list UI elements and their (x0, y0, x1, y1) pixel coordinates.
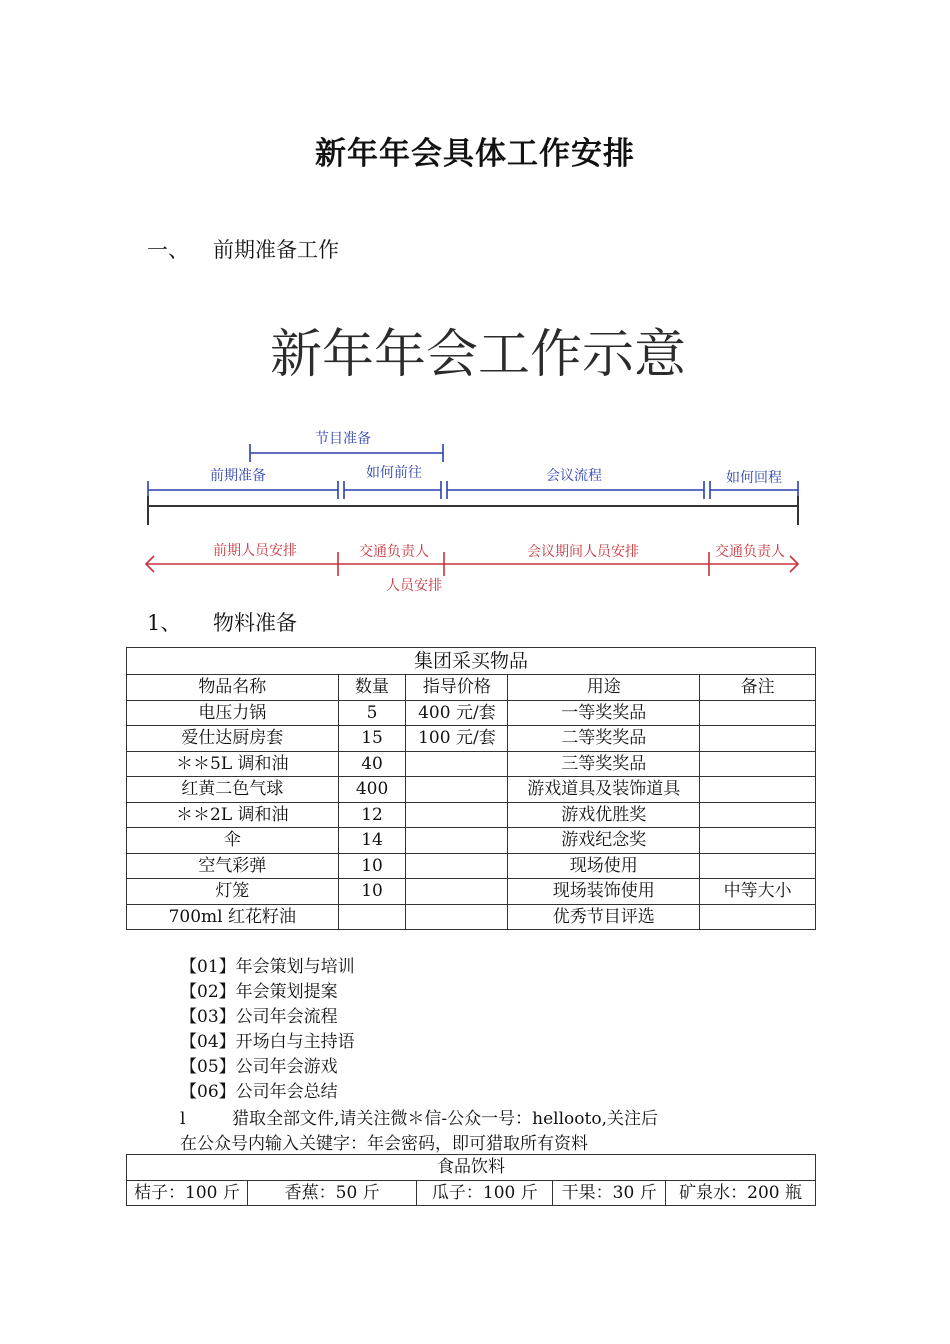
table-cell: 15 (338, 726, 406, 752)
table-row (127, 853, 816, 879)
table-cell: 现场使用 (508, 853, 700, 879)
table-cell (406, 751, 508, 777)
header-cell: 用途 (508, 675, 700, 701)
list-item: 【01】年会策划与培训 (180, 957, 355, 977)
label-meeting-staff: 会议期间人员安排 (527, 544, 639, 560)
table-cell: 40 (338, 751, 406, 777)
bullet-bar: l (180, 1109, 186, 1129)
resource-list (180, 955, 355, 1105)
list-item: 【06】公司年会总结 (180, 1082, 338, 1102)
note-line-2: 在公众号内输入关键字：年会密码，即可猎取所有资料 (180, 1134, 588, 1154)
label-how-to-return: 如何回程 (726, 470, 782, 486)
table-cell: 中等大小 (700, 879, 816, 905)
table-cell: 10 (338, 853, 406, 879)
table-cell: 700ml 红花籽油 (127, 904, 339, 930)
table-cell: 10 (338, 879, 406, 905)
table-cell: 14 (338, 828, 406, 854)
label-program-prep: 节目准备 (315, 431, 371, 447)
label-early-staff: 前期人员安排 (213, 543, 297, 559)
table-row (127, 802, 816, 828)
table-row (127, 700, 816, 726)
list-item: 【05】公司年会游戏 (180, 1057, 338, 1077)
label-staff-arrangement: 人员安排 (386, 578, 442, 594)
main-axis (148, 496, 798, 525)
table-cell: 一等奖奖品 (508, 700, 700, 726)
table-row (127, 1180, 816, 1206)
table-cell: 瓜子：100 斤 (417, 1180, 553, 1206)
table-cell: 桔子：100 斤 (127, 1180, 248, 1206)
diagram-title: 新年年会工作示意 (269, 325, 687, 385)
table-cell: 400 元/套 (406, 700, 508, 726)
table-row (127, 777, 816, 803)
table-cell (700, 853, 816, 879)
section-number: 1、 (147, 611, 182, 635)
section-text: 物料准备 (213, 611, 297, 635)
table-cell: 400 (338, 777, 406, 803)
table-cell: 100 元/套 (406, 726, 508, 752)
table-cell (700, 904, 816, 930)
table-cell (700, 802, 816, 828)
table-caption-row (127, 648, 816, 675)
list-item: 【04】开场白与主持语 (180, 1032, 355, 1052)
table-cell: 12 (338, 802, 406, 828)
note-text-1: 猎取全部文件,请关注微＊信-公众一号：hellooto,关注后 (232, 1109, 658, 1129)
table-row (127, 879, 816, 905)
table-cell: 干果：30 斤 (553, 1180, 666, 1206)
table-cell: 矿泉水：200 瓶 (666, 1180, 816, 1206)
table-cell (338, 904, 406, 930)
label-transport-lead-2: 交通负责人 (715, 544, 785, 560)
label-transport-lead-1: 交通负责人 (359, 544, 429, 560)
table-caption: 集团采买物品 (127, 648, 816, 675)
table-caption: 食品饮料 (127, 1155, 816, 1181)
section-number: 一、 (147, 238, 189, 262)
note-line-1 (180, 1104, 658, 1129)
table-cell: 三等奖奖品 (508, 751, 700, 777)
table-cell: 5 (338, 700, 406, 726)
table-cell (406, 828, 508, 854)
purchase-table (126, 647, 816, 930)
table-cell: 爱仕达厨房套 (127, 726, 339, 752)
table-cell (700, 751, 816, 777)
table-cell (700, 726, 816, 752)
table-row (127, 726, 816, 752)
table-cell: 二等奖奖品 (508, 726, 700, 752)
workflow-diagram (138, 310, 818, 610)
table-cell: 优秀节目评选 (508, 904, 700, 930)
table-caption-row (127, 1155, 816, 1181)
table-row (127, 828, 816, 854)
label-meeting-flow: 会议流程 (546, 468, 602, 484)
header-cell: 物品名称 (127, 675, 339, 701)
table-cell (700, 777, 816, 803)
table-cell: 香蕉：50 斤 (247, 1180, 417, 1206)
food-table (126, 1154, 816, 1206)
table-cell: 电压力锅 (127, 700, 339, 726)
table-cell (406, 904, 508, 930)
table-cell: 红黄二色气球 (127, 777, 339, 803)
table-header-row (127, 675, 816, 701)
table-row (127, 751, 816, 777)
table-cell (700, 828, 816, 854)
header-cell: 备注 (700, 675, 816, 701)
table-cell (406, 879, 508, 905)
label-how-to-go: 如何前往 (366, 465, 422, 481)
table-row (127, 904, 816, 930)
list-item: 【02】年会策划提案 (180, 982, 338, 1002)
table-cell (406, 802, 508, 828)
header-cell: 数量 (338, 675, 406, 701)
list-item: 【03】公司年会流程 (180, 1007, 338, 1027)
table-cell: 灯笼 (127, 879, 339, 905)
table-cell (406, 853, 508, 879)
document-title: 新年年会具体工作安排 (315, 136, 635, 172)
table-cell: ＊＊2L 调和油 (127, 802, 339, 828)
section-heading-1 (147, 234, 339, 264)
table-cell: ＊＊5L 调和油 (127, 751, 339, 777)
table-cell: 游戏道具及装饰道具 (508, 777, 700, 803)
header-cell: 指导价格 (406, 675, 508, 701)
table-cell: 伞 (127, 828, 339, 854)
table-cell: 游戏纪念奖 (508, 828, 700, 854)
table-cell (700, 700, 816, 726)
table-cell: 游戏优胜奖 (508, 802, 700, 828)
table-cell: 空气彩弹 (127, 853, 339, 879)
section-heading-1-1 (147, 607, 297, 637)
label-early-prep: 前期准备 (210, 468, 266, 484)
table-cell: 现场装饰使用 (508, 879, 700, 905)
section-text: 前期准备工作 (213, 238, 339, 262)
table-cell (406, 777, 508, 803)
